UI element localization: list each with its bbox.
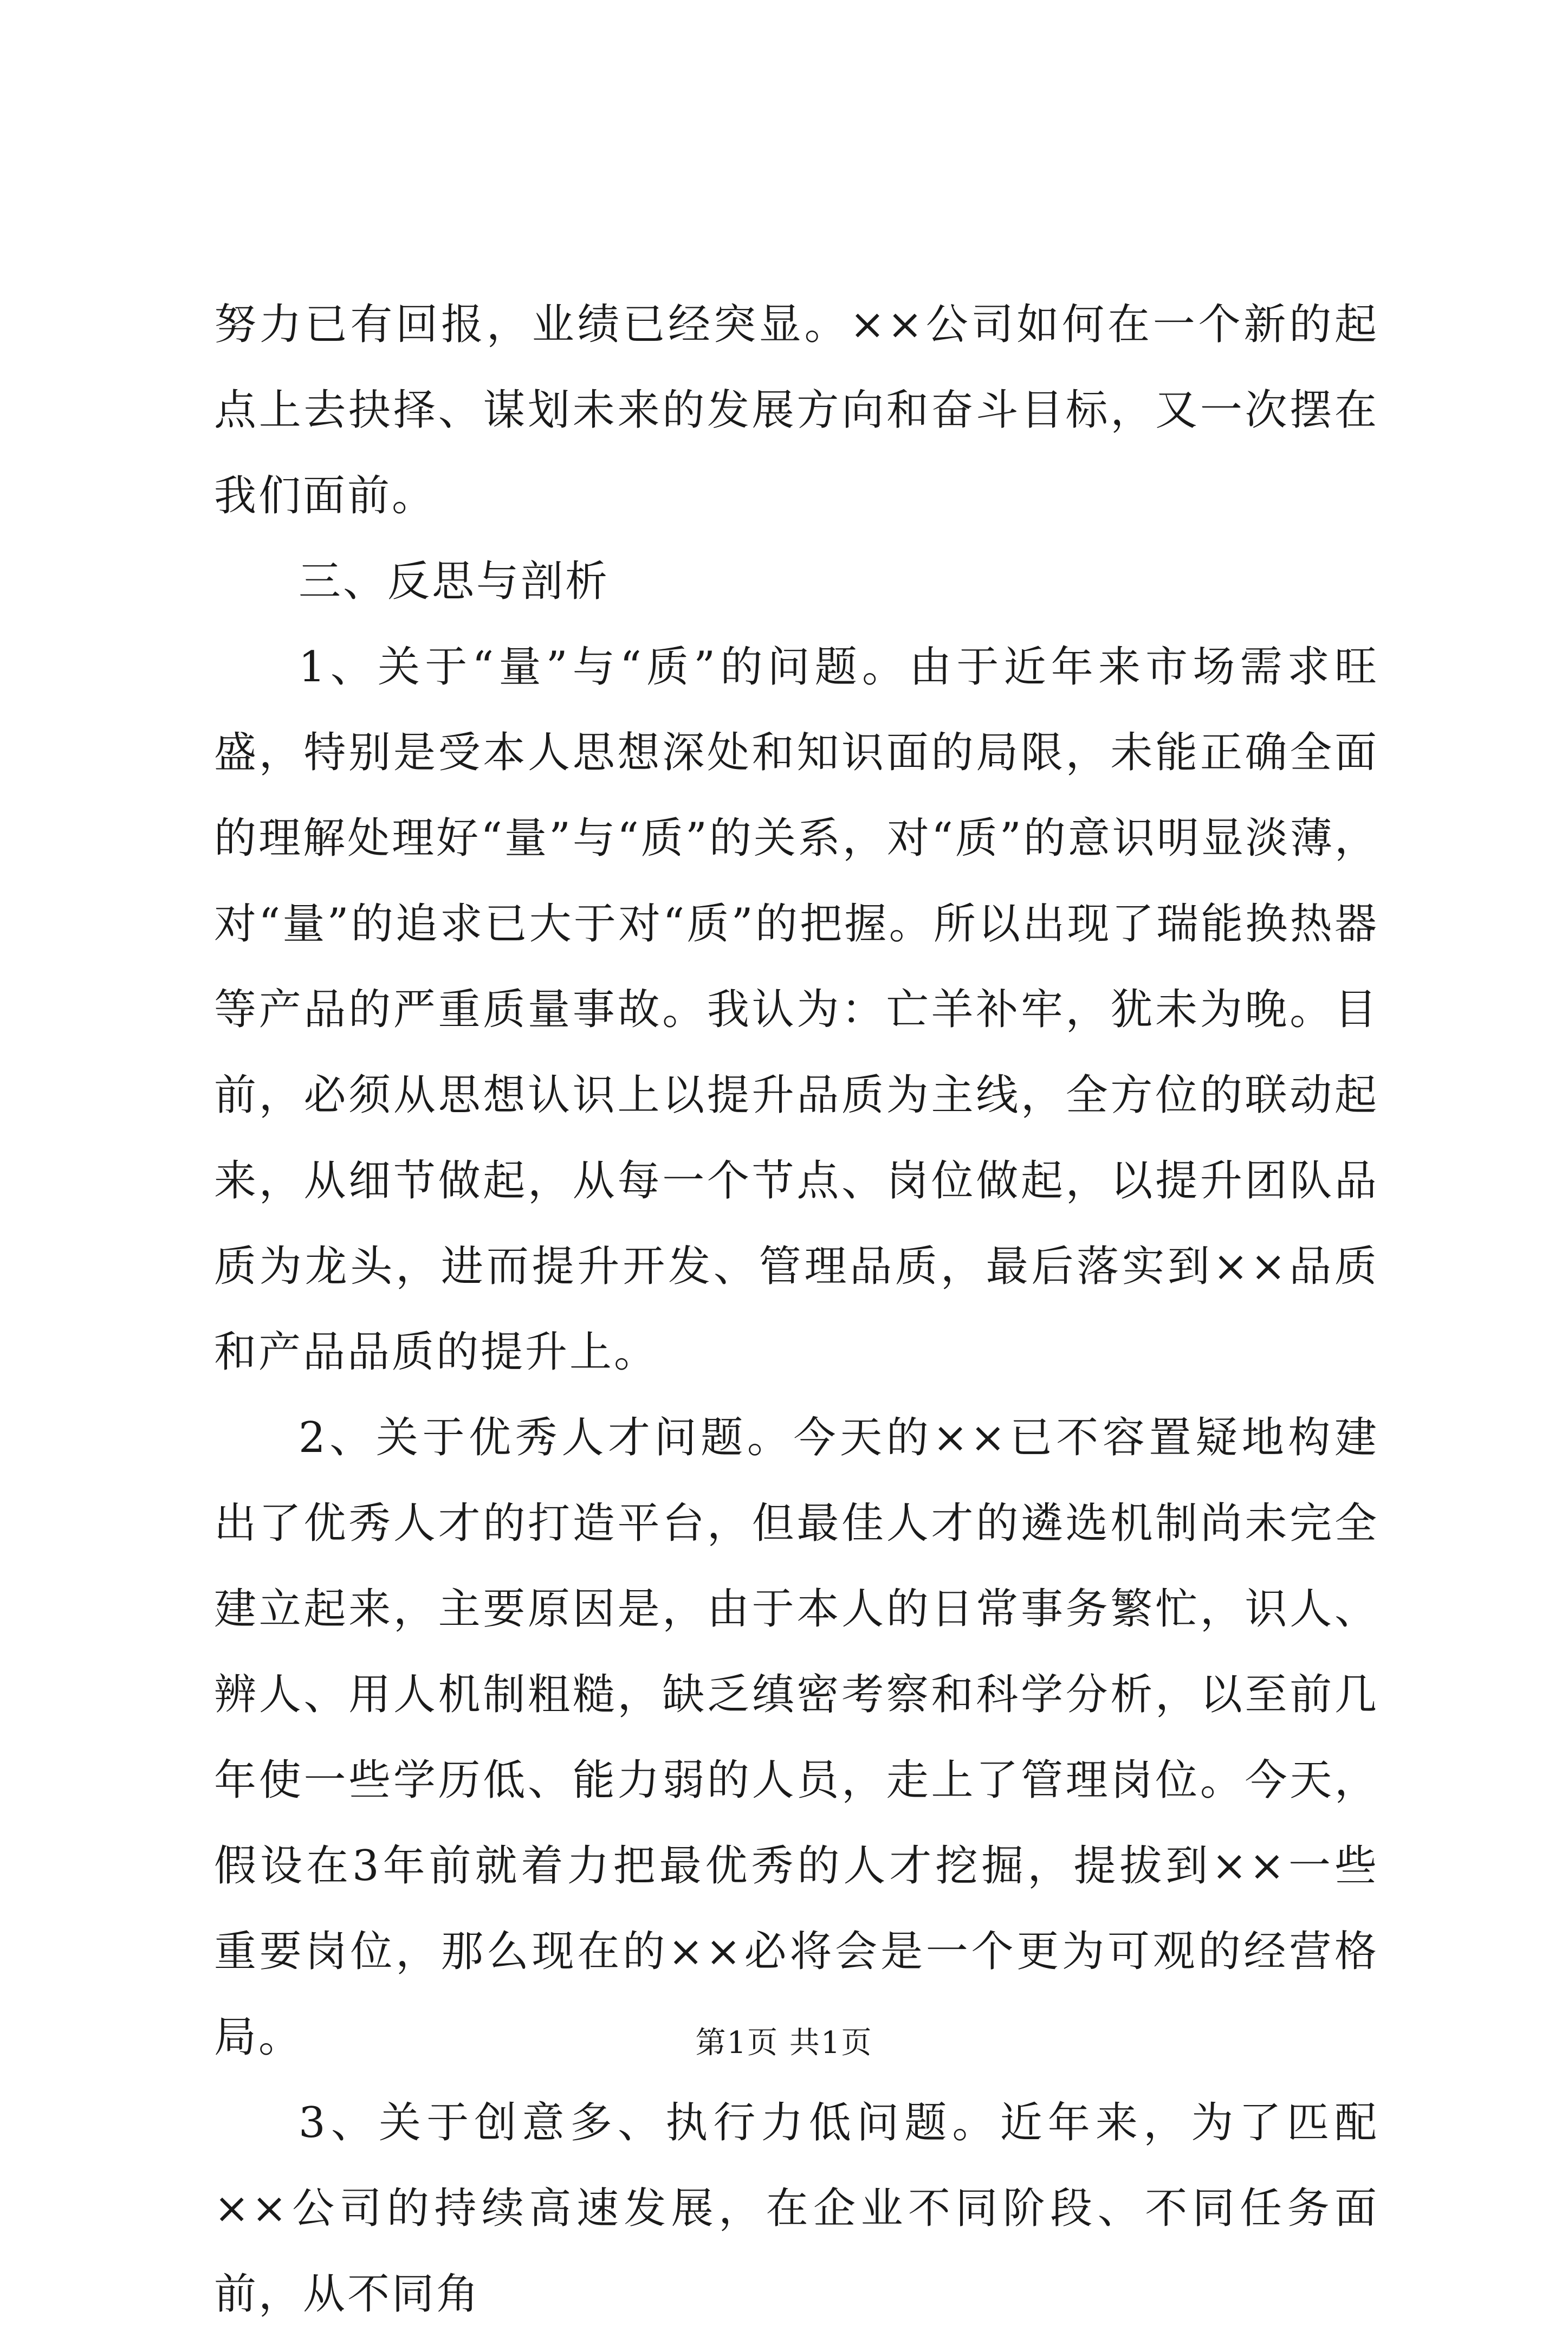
section-heading: 三、反思与剖析 — [299, 557, 610, 606]
page-number-footer: 第1页 共1页 — [695, 2025, 873, 2061]
paragraph-quantity-quality: 1、关于“量”与“质”的问题。由于近年来市场需求旺盛，特别是受本人思想深处和知识面的局限，未能正确全面的理解处理好“量”与“质”的关系，对“质”的意识明显淡薄，对“量”的追求已大于对“质”的把握。所以出现了瑞能换热器等产品的严重质量事故。我认为：亡羊补牢，犹未为晚。目前，必须从思想认识上以提升品质为主线，全方位的联动起来，从细节做起，从每一个节点、岗位做起，以提升团队品质为龙头，进而提升开发、管理品质，最后落实到××品质和产品品质的提升上。 — [214, 643, 1379, 1377]
paragraph-talent: 2、关于优秀人才问题。今天的××已不容置疑地构建出了优秀人才的打造平台，但最佳人才的遴选机制尚未完全建立起来，主要原因是，由于本人的日常事务繁忙，识人、辨人、用人机制粗糙，缺乏缜密考察和科学分析，以至前几年使一些学历低、能力弱的人员，走上了管理岗位。今天，假设在3年前就着力把最优秀的人才挖掘，提拔到××一些重要岗位，那么现在的××必将会是一个更为可观的经营格局。 — [214, 1413, 1379, 2062]
paragraph-execution: 3、关于创意多、执行力低问题。近年来，为了匹配××公司的持续高速发展，在企业不同阶段、不同任务面前，从不同角 — [214, 2099, 1379, 2319]
paragraph-continued: 努力已有回报，业绩已经突显。××公司如何在一个新的起点上去抉择、谋划未来的发展方向和奋斗目标，又一次摆在我们面前。 — [214, 300, 1379, 520]
